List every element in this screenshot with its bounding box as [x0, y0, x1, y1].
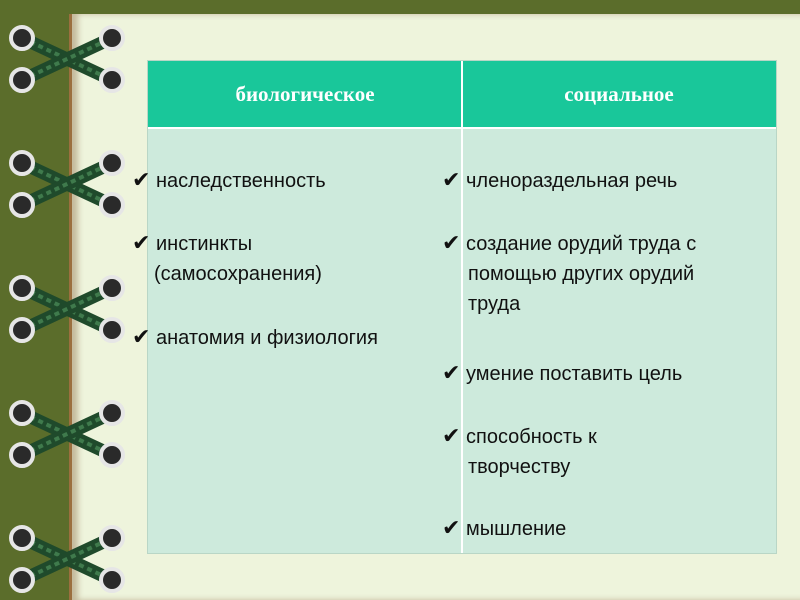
item-text: инстинкты	[156, 233, 253, 255]
item-text: помощью других орудий	[468, 263, 695, 285]
eyelet-ring	[101, 27, 123, 49]
eyelet-ring	[101, 194, 123, 216]
eyelet-ring	[101, 69, 123, 91]
list-item	[442, 422, 597, 482]
eyelet-ring	[101, 444, 123, 466]
check-icon: ✔	[132, 168, 151, 193]
check-icon: ✔	[442, 516, 461, 541]
check-icon: ✔	[132, 231, 151, 256]
eyelet-ring	[11, 69, 33, 91]
list-item	[132, 166, 326, 196]
item-text: творчеству	[468, 456, 571, 478]
list-item	[442, 229, 696, 319]
eyelet-ring	[11, 527, 33, 549]
header-biological: биологическое	[235, 81, 375, 106]
eyelet-ring	[11, 277, 33, 299]
eyelet-ring	[11, 402, 33, 424]
eyelet-ring	[101, 152, 123, 174]
eyelet-ring	[101, 402, 123, 424]
check-icon: ✔	[442, 231, 461, 256]
eyelet-ring	[101, 527, 123, 549]
item-text: (самосохранения)	[154, 263, 322, 285]
list-item	[442, 514, 566, 544]
comparison-table	[132, 60, 777, 554]
list-item	[132, 323, 378, 353]
eyelet-ring	[11, 319, 33, 341]
list-item	[442, 166, 677, 196]
eyelet-ring	[11, 569, 33, 591]
check-icon: ✔	[132, 325, 151, 350]
item-text: труда	[468, 293, 521, 315]
item-text: создание орудий труда с	[466, 233, 697, 255]
list-item	[132, 229, 322, 289]
check-icon: ✔	[442, 168, 461, 193]
eyelet-ring	[101, 277, 123, 299]
eyelet-ring	[11, 194, 33, 216]
check-icon: ✔	[442, 424, 461, 449]
item-text: наследственность	[156, 170, 326, 192]
check-icon: ✔	[442, 361, 461, 386]
item-text: способность к	[466, 426, 597, 448]
item-text: умение поставить цель	[466, 363, 683, 385]
eyelet-ring	[101, 569, 123, 591]
eyelet-ring	[101, 319, 123, 341]
list-item	[442, 359, 682, 389]
eyelet-ring	[11, 444, 33, 466]
laced-binding-icon	[11, 27, 123, 591]
header-social: социальное	[564, 81, 674, 106]
eyelet-ring	[11, 27, 33, 49]
item-text: членораздельная речь	[466, 170, 678, 192]
eyelet-ring	[11, 152, 33, 174]
item-text: анатомия и физиология	[156, 327, 378, 349]
ring-binding	[0, 0, 140, 600]
item-text: мышление	[466, 518, 567, 540]
